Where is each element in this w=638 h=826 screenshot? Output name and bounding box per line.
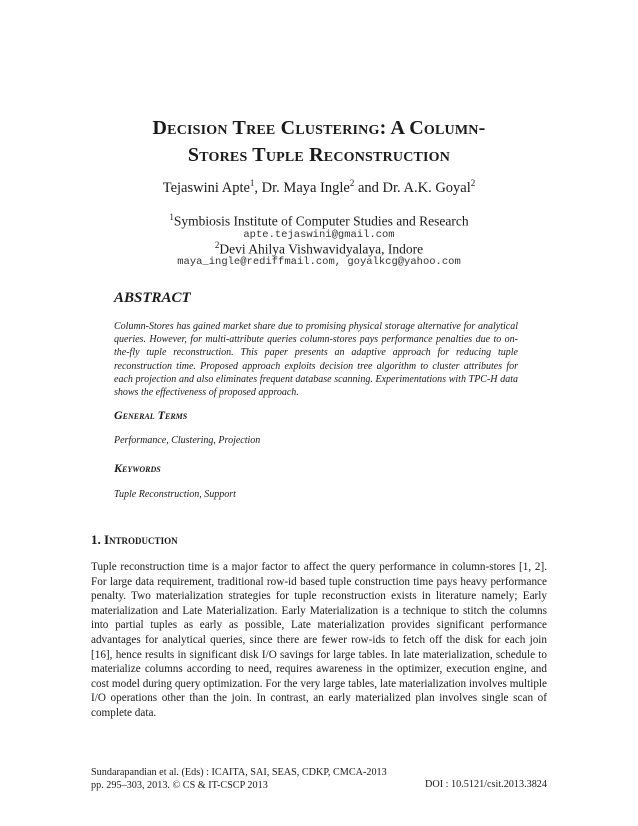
footer-doi: DOI : 10.5121/csit.2013.3824 (425, 779, 547, 790)
footer-line-1: Sundarapandian et al. (Eds) : ICAITA, SAI, SEAS, CDKP, CMCA-2013 (91, 767, 387, 778)
general-terms-heading: General Terms (114, 408, 188, 422)
title-line-1: Decision Tree Clustering: A Column- (152, 117, 486, 139)
general-terms-text: Performance, Clustering, Projection (114, 435, 261, 446)
keywords-heading: Keywords (114, 461, 161, 475)
footer-citation (91, 766, 387, 792)
affiliation-2 (60, 240, 578, 258)
keywords-text: Tuple Reconstruction, Support (114, 489, 236, 500)
abstract-heading: ABSTRACT (114, 290, 191, 306)
affiliation-2-sup: 2 (214, 240, 220, 250)
author-3: and Dr. A.K. Goyal (354, 179, 471, 196)
author-1-sup: 1 (249, 178, 255, 188)
affiliation-2-email: maya_ingle@rediffmail.com, goyalkcg@yahoo.com (177, 256, 461, 268)
affiliation-2-name: Devi Ahilya Vishwavidyalaya, Indore (219, 241, 424, 257)
affiliation-1 (60, 212, 578, 230)
affiliation-1-sup: 1 (169, 212, 174, 222)
author-3-sup: 2 (470, 178, 476, 188)
footer-line-2: pp. 295–303, 2013. © CS & IT-CSCP 2013 (91, 780, 268, 791)
affiliation-1-email: apte.tejaswini@gmail.com (243, 229, 395, 241)
abstract-text: Column-Stores has gained market share due to promising physical storage alternative for analytical queries. However, for multi-attribute queries column-stores pays performance penalties due to on-the-fly tuple reconstruction. This paper presents an adaptive approach for reducing tuple reconstruction time. Proposed approach exploits decision tree algorithm to cluster attributes for each projection and also eliminates frequent database scanning. Experimentations with TPC-H data shows the effectiveness of proposed approach. (114, 321, 518, 399)
author-2: , Dr. Maya Ingle (254, 179, 350, 196)
author-2-sup: 2 (349, 178, 355, 188)
introduction-text: Tuple reconstruction time is a major factor to affect the query performance in column-stores [1, 2]. For large data requirement, traditional row-id based tuple construction time pays heavy performance penalty. Two materialization strategies for tuple reconstruction exists in literature namely; Early materialization and Late Materialization. Early Materialization is a technique to stitch the columns into partial tuples as early as possible, Late materialization provides significant performance advantages for analytical queries, since there are fewer row-ids to fetch off the disk for each join [16], hence results in significant disk I/O savings for large tables. In late materialization, schedule to materialize columns according to need, requires awareness in the optimizer, execution engine, and cost model during query optimization. For the very large tables, late materialization involves multiple I/O operations other than the join. In contrast, an early materialized plan involves single scan of complete data. (91, 561, 547, 719)
author-list (60, 178, 578, 197)
title-line-2: Stores Tuple Reconstruction (187, 144, 451, 166)
affiliation-1-name: Symbiosis Institute of Computer Studies and Research (173, 213, 469, 229)
introduction-heading: 1. Introduction (91, 532, 178, 547)
author-1: Tejaswini Apte (162, 179, 250, 196)
paper-title (60, 115, 578, 169)
